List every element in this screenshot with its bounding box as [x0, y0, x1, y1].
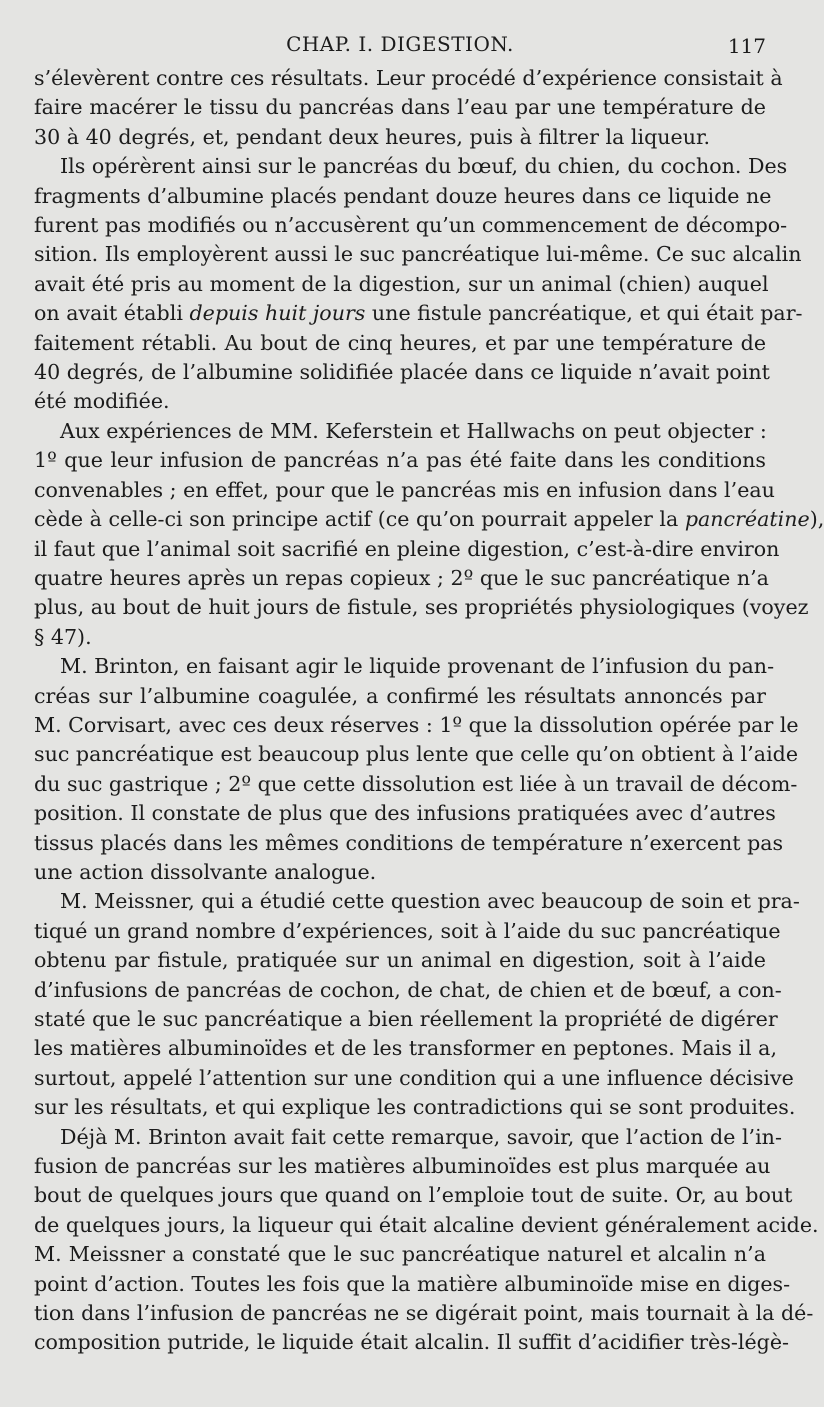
text-line: créas sur l’albumine coagulée, a confirmé les résultats annoncés par: [34, 683, 766, 708]
text-line: bout de quelques jours que quand on l’emploie tout de suite. Or, au bout: [34, 1183, 793, 1208]
text-line: fusion de pancréas sur les matières albuminoïdes est plus marquée au: [34, 1154, 771, 1179]
text-line: tiqué un grand nombre d’expériences, soit à l’aide du suc pancréatique: [34, 918, 781, 943]
text-line: on avait établi depuis huit jours une fistule pancréatique, et qui était par-: [34, 301, 803, 326]
paragraph: [34, 1123, 819, 1358]
text-line: position. Il constate de plus que des infusions pratiquées avec d’autres: [34, 801, 776, 826]
text-line: s’élevèrent contre ces résultats. Leur procédé d’expérience consistait à: [34, 66, 783, 90]
text-line: faire macérer le tissu du pancréas dans l’eau par une température de: [34, 95, 766, 120]
text-line: Déjà M. Brinton avait fait cette remarque, savoir, que l’action de l’in-: [60, 1124, 782, 1149]
text-line: sur les résultats, et qui explique les contradictions qui se sont produites.: [34, 1095, 796, 1120]
paragraph: [34, 64, 783, 152]
text-line: Aux expériences de MM. Keferstein et Hallwachs on peut objecter :: [60, 418, 767, 443]
text-line: obtenu par fistule, pratiquée sur un animal en digestion, soit à l’aide: [34, 948, 766, 973]
text-line: point d’action. Toutes les fois que la matière albuminoïde mise en diges-: [34, 1271, 791, 1296]
text-line: M. Brinton, en faisant agir le liquide provenant de l’infusion du pan-: [60, 654, 775, 679]
text-line: avait été pris au moment de la digestion, sur un animal (chien) auquel: [34, 271, 769, 296]
text-line: staté que le suc pancréatique a bien réellement la propriété de digérer: [34, 1007, 778, 1031]
text-line: une action dissolvante analogue.: [34, 859, 377, 884]
page-header: [34, 28, 766, 64]
text-line: d’infusions de pancréas de cochon, de chat, de chien et de bœuf, a con-: [34, 977, 782, 1002]
text-line: plus, au bout de huit jours de fistule, ses propriétés physiologiques (voyez: [34, 595, 809, 620]
text-line: du suc gastrique ; 2º que cette dissolution est liée à un travail de décom-: [34, 771, 798, 796]
paragraph: [34, 887, 800, 1122]
text-line: de quelques jours, la liqueur qui était alcaline devient généralement acide.: [34, 1212, 819, 1237]
text-line: tissus placés dans les mêmes conditions de température n’exercent pas: [34, 830, 784, 855]
text-line: composition putride, le liquide était alcalin. Il suffit d’acidifier très-légè-: [34, 1330, 789, 1355]
text-line: 1º que leur infusion de pancréas n’a pas été faite dans les conditions: [34, 448, 766, 473]
text-line: M. Meissner, qui a étudié cette question avec beaucoup de soin et pra-: [60, 889, 800, 914]
text-line: 40 degrés, de l’albumine solidifiée placée dans ce liquide n’avait point: [34, 360, 770, 385]
paragraph: [34, 152, 803, 417]
text-line: convenables ; en effet, pour que le pancréas mis en infusion dans l’eau: [34, 477, 775, 502]
text-line: cède à celle-ci son principe actif (ce qu’on pourrait appeler la pancréatine),: [34, 507, 824, 532]
paragraph: [34, 652, 799, 887]
text-line: tion dans l’infusion de pancréas ne se digérait point, mais tournait à la dé-: [34, 1301, 814, 1326]
text-line: quatre heures après un repas copieux ; 2º que le suc pancréatique n’a: [34, 565, 769, 590]
text-line: il faut que l’animal soit sacrifié en pleine digestion, c’est-à-dire environ: [34, 536, 780, 561]
text-line: M. Corvisart, avec ces deux réserves : 1º que la dissolution opérée par le: [34, 712, 799, 737]
paragraph: [34, 417, 824, 652]
text-line: les matières albuminoïdes et de les transformer en peptones. Mais il a,: [34, 1036, 778, 1061]
text-line: suc pancréatique est beaucoup plus lente que celle qu’on obtient à l’aide: [34, 742, 799, 767]
text-line: fragments d’albumine placés pendant douze heures dans ce liquide ne: [34, 183, 772, 208]
text-line: surtout, appelé l’attention sur une condition qui a une influence décisive: [34, 1065, 794, 1090]
text-line: 30 à 40 degrés, et, pendant deux heures, puis à filtrer la liqueur.: [34, 124, 711, 149]
italic-phrase: pancréatine: [684, 507, 810, 532]
text-line: Ils opérèrent ainsi sur le pancréas du bœuf, du chien, du cochon. Des: [60, 154, 788, 179]
italic-phrase: depuis huit jours: [189, 301, 366, 326]
text-line: M. Meissner a constaté que le suc pancréatique naturel et alcalin n’a: [34, 1242, 766, 1267]
text-line: été modifiée.: [34, 389, 170, 414]
page-number: 117: [727, 34, 766, 58]
body-text: [34, 64, 824, 1358]
text-line: faitement rétabli. Au bout de cinq heures, et par une température de: [34, 330, 766, 355]
running-title: CHAP. I. DIGESTION.: [286, 32, 514, 56]
text-line: § 47).: [34, 624, 92, 649]
text-line: sition. Ils employèrent aussi le suc pancréatique lui-même. Ce suc alcalin: [34, 242, 802, 267]
text-line: furent pas modifiés ou n’accusèrent qu’un commencement de décompo-: [34, 213, 788, 238]
